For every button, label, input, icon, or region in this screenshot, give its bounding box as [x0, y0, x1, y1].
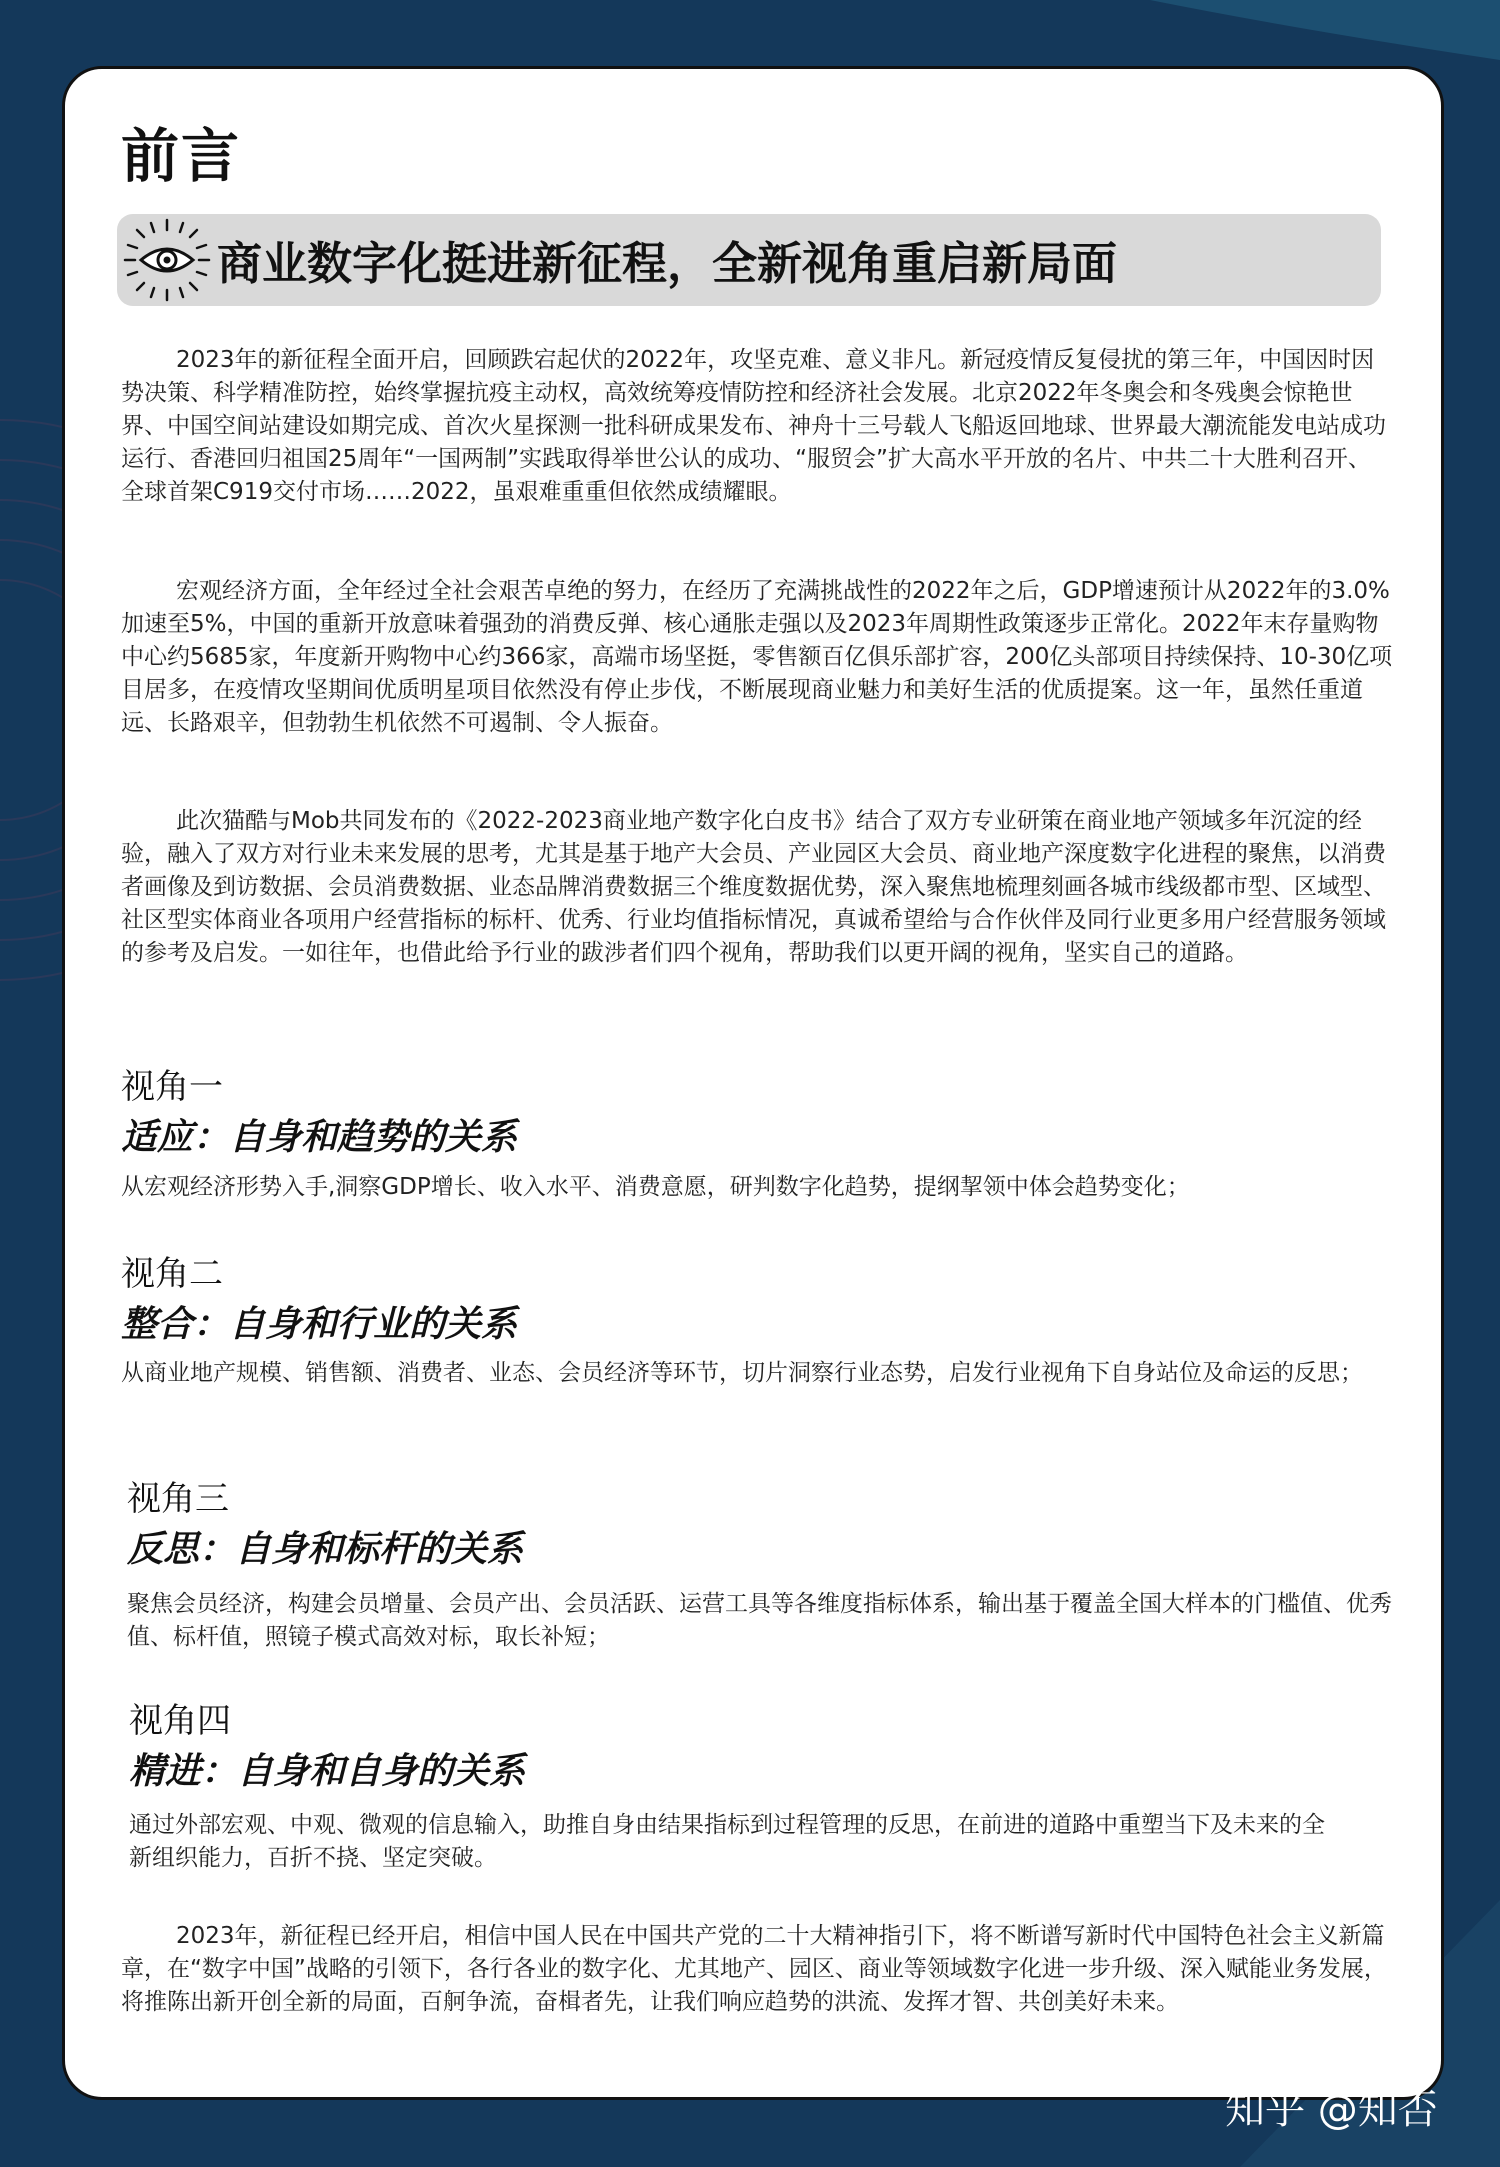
intro-paragraph-2: 宏观经济方面，全年经过全社会艰苦卓绝的努力，在经历了充满挑战性的2022年之后，GDP增速预计从2022年的3.0%加速至5%，中国的重新开放意味着强劲的消费反弹、核心通胀走强以及2023年周期性政策逐步正常化。2022年末存量购物中心约5685家，年度新开购物中心约366家，高端市场坚挺，零售额百亿俱乐部扩容，200亿头部项目持续保持、10-30亿项目居多，在疫情攻坚期间优质明星项目依然没有停止步伐，不断展现商业魅力和美好生活的优质提案。这一年，虽然任重道远、长路艰辛，但勃勃生机依然不可遏制、令人振奋。 — [121, 578, 1393, 736]
viewpoint-1-label: 视角一 — [121, 1067, 223, 1107]
content-card — [62, 66, 1444, 2100]
viewpoint-1-description: 从宏观经济形势入手,洞察GDP增长、收入水平、消费意愿，研判数字化趋势，提纲挈领中体会趋势变化； — [121, 1174, 1190, 1200]
zhihu-watermark: 知乎 @知否 — [1225, 2087, 1438, 2133]
viewpoint-1-subtitle: 适应：自身和趋势的关系 — [121, 1117, 518, 1158]
eye-icon — [123, 218, 211, 302]
viewpoint-2-label: 视角二 — [121, 1254, 223, 1294]
viewpoint-4-subtitle: 精进：自身和自身的关系 — [129, 1751, 526, 1792]
section-banner — [117, 214, 1381, 306]
banner-heading: 商业数字化挺进新征程，全新视角重启新局面 — [217, 237, 1118, 290]
intro-paragraph-1: 2023年的新征程全面开启，回顾跌宕起伏的2022年，攻坚克难、意义非凡。新冠疫情反复侵扰的第三年，中国因时因势决策、科学精准防控，始终掌握抗疫主动权，高效统筹疫情防控和经济社会发展。北京2022年冬奥会和冬残奥会惊艳世界、中国空间站建设如期完成、首次火星探测一批科研成果发布、神舟十三号载人飞船返回地球、世界最大潮流能发电站成功运行、香港回归祖国25周年“一国两制”实践取得举世公认的成功、“服贸会”扩大高水平开放的名片、中共二十大胜利召开、全球首架C919交付市场……2022，虽艰难重重但依然成绩耀眼。 — [121, 347, 1386, 505]
viewpoint-4-label: 视角四 — [129, 1701, 231, 1741]
intro-paragraph-3: 此次猫酷与Mob共同发布的《2022-2023商业地产数字化白皮书》结合了双方专业研策在商业地产领域多年沉淀的经验，融入了双方对行业未来发展的思考，尤其是基于地产大会员、产业园区大会员、商业地产深度数字化进程的聚焦，以消费者画像及到访数据、会员消费数据、业态品牌消费数据三个维度数据优势，深入聚焦地梳理刻画各城市线级都市型、区域型、社区型实体商业各项用户经营指标的标杆、优秀、行业均值指标情况，真诚希望给与合作伙伴及同行业更多用户经营服务领域的参考及启发。一如往年，也借此给予行业的跋涉者们四个视角，帮助我们以更开阔的视角，坚实自己的道路。 — [121, 808, 1386, 966]
page-title: 前言 — [121, 122, 242, 190]
viewpoint-4-description: 通过外部宏观、中观、微观的信息输入，助推自身由结果指标到过程管理的反思，在前进的道路中重塑当下及未来的全新组织能力，百折不挠、坚定突破。 — [129, 1812, 1325, 1871]
viewpoint-2-subtitle: 整合：自身和行业的关系 — [121, 1304, 518, 1345]
closing-paragraph: 2023年，新征程已经开启，相信中国人民在中国共产党的二十大精神指引下，将不断谱写新时代中国特色社会主义新篇章，在“数字中国”战略的引领下，各行各业的数字化、尤其地产、园区、商业等领域数字化进一步升级、深入赋能业务发展，将推陈出新开创全新的局面，百舸争流，奋楫者先，让我们响应趋势的洪流、发挥才智、共创美好未来。 — [121, 1923, 1387, 2015]
viewpoint-3-description: 聚焦会员经济，构建会员增量、会员产出、会员活跃、运营工具等各维度指标体系，输出基于覆盖全国大样本的门槛值、优秀值、标杆值，照镜子模式高效对标，取长补短； — [127, 1591, 1392, 1650]
viewpoint-3-subtitle: 反思：自身和标杆的关系 — [127, 1529, 524, 1570]
viewpoint-2-description: 从商业地产规模、销售额、消费者、业态、会员经济等环节，切片洞察行业态势，启发行业视角下自身站位及命运的反思； — [121, 1360, 1363, 1386]
viewpoint-3-label: 视角三 — [127, 1479, 229, 1519]
